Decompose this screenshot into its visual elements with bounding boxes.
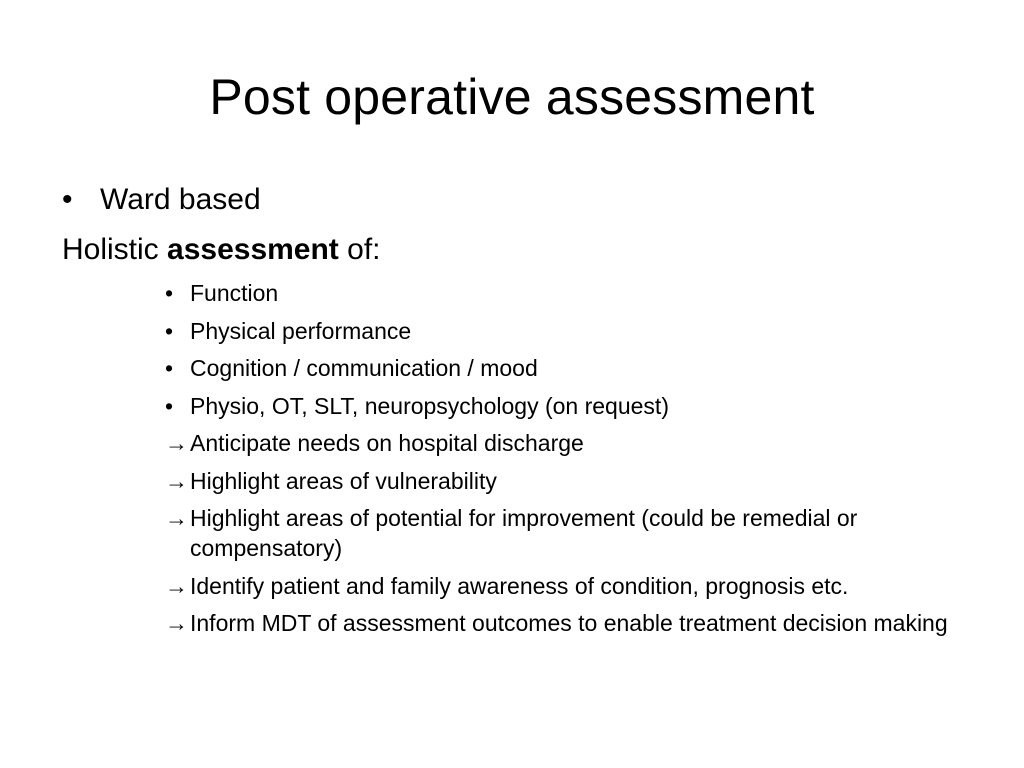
- outcome-item-mdt: [165, 608, 992, 638]
- assessment-item-physical-performance: [165, 316, 992, 346]
- outcome-item-text: Identify patient and family awareness of condition, prognosis etc.: [190, 572, 849, 599]
- holistic-suffix: of:: [338, 233, 381, 266]
- slide-body: [62, 180, 992, 646]
- right-arrow-icon: →: [165, 467, 188, 494]
- slide-title: Post operative assessment: [209, 69, 815, 125]
- right-arrow-icon: →: [165, 572, 188, 599]
- bullet-icon: •: [62, 183, 73, 216]
- outcome-item-text: Anticipate needs on hospital discharge: [190, 430, 584, 456]
- bullet-icon: •: [165, 317, 174, 344]
- right-arrow-icon: →: [165, 610, 188, 636]
- bullet-icon: •: [165, 355, 174, 381]
- assessment-item-text: Physical performance: [190, 317, 412, 344]
- right-arrow-icon: →: [165, 505, 188, 531]
- ward-based-text: Ward based: [100, 183, 261, 216]
- outcome-item-text: Inform MDT of assessment outcomes to enable treatment decision making: [190, 610, 948, 636]
- assessment-item-therapies: [165, 391, 992, 421]
- outcome-item-vulnerability: [165, 466, 992, 496]
- assessment-list: [165, 278, 992, 638]
- holistic-prefix: Holistic: [62, 233, 168, 266]
- assessment-item-text: Physio, OT, SLT, neuropsychology (on request): [190, 392, 669, 419]
- holistic-bold-word: assessment: [167, 233, 339, 266]
- assessment-item-text: Cognition / communication / mood: [190, 355, 538, 381]
- outcome-item-text: Highlight areas of potential for improvement (could be remedial or compensatory): [190, 505, 858, 561]
- outcome-item-awareness: [165, 571, 992, 601]
- outcome-item-discharge: [165, 428, 992, 458]
- bullet-icon: •: [165, 280, 174, 306]
- assessment-item-text: Function: [190, 280, 279, 306]
- outcome-item-text: Highlight areas of vulnerability: [190, 467, 497, 494]
- ward-based-bullet: [62, 180, 992, 220]
- bullet-icon: •: [165, 392, 174, 419]
- holistic-assessment-heading: [62, 230, 992, 270]
- outcome-item-improvement: [165, 503, 992, 563]
- right-arrow-icon: →: [165, 430, 188, 456]
- assessment-item-function: [165, 278, 992, 308]
- assessment-item-cognition: [165, 353, 992, 383]
